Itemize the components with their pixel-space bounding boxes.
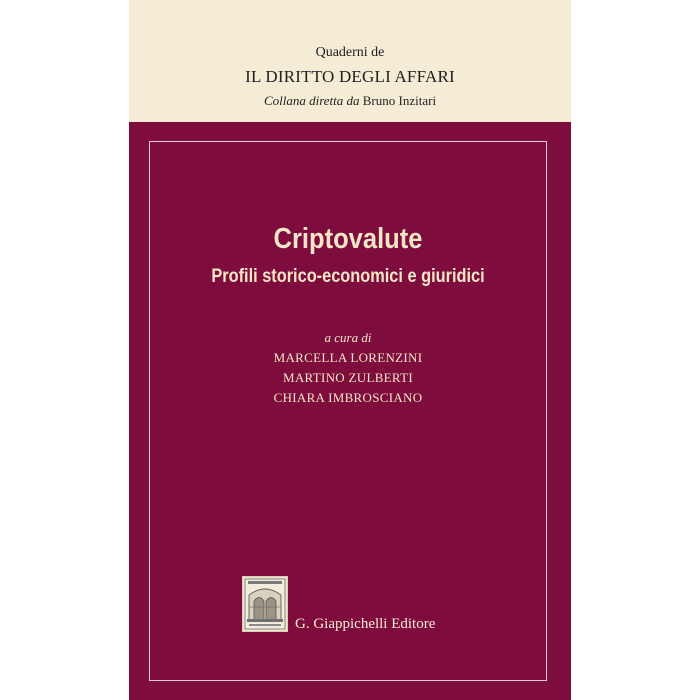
series-director	[129, 93, 571, 109]
series-name-line: Quaderni de	[315, 45, 385, 60]
cover-frame	[149, 141, 547, 681]
editors-label: a cura di	[324, 330, 372, 345]
editor-name: MARTINO ZULBERTI	[283, 370, 413, 385]
series-title: IL DIRITTO DEGLI AFFARI	[245, 67, 455, 86]
publisher-logo-icon	[242, 576, 288, 632]
series-director-label: Collana diretta da	[263, 93, 360, 108]
series-director-name: Bruno Inzitari	[362, 93, 437, 108]
editor-name: CHIARA IMBROSCIANO	[273, 390, 423, 405]
book-cover	[129, 0, 571, 700]
editor-name: MARCELLA LORENZINI	[273, 350, 423, 365]
book-subtitle: Profili storico-economici e giuridici	[211, 266, 485, 287]
building-icon	[243, 577, 287, 631]
book-title: Criptovalute	[273, 223, 423, 255]
publisher-name: G. Giappichelli Editore	[295, 616, 436, 632]
series-band	[129, 0, 571, 122]
